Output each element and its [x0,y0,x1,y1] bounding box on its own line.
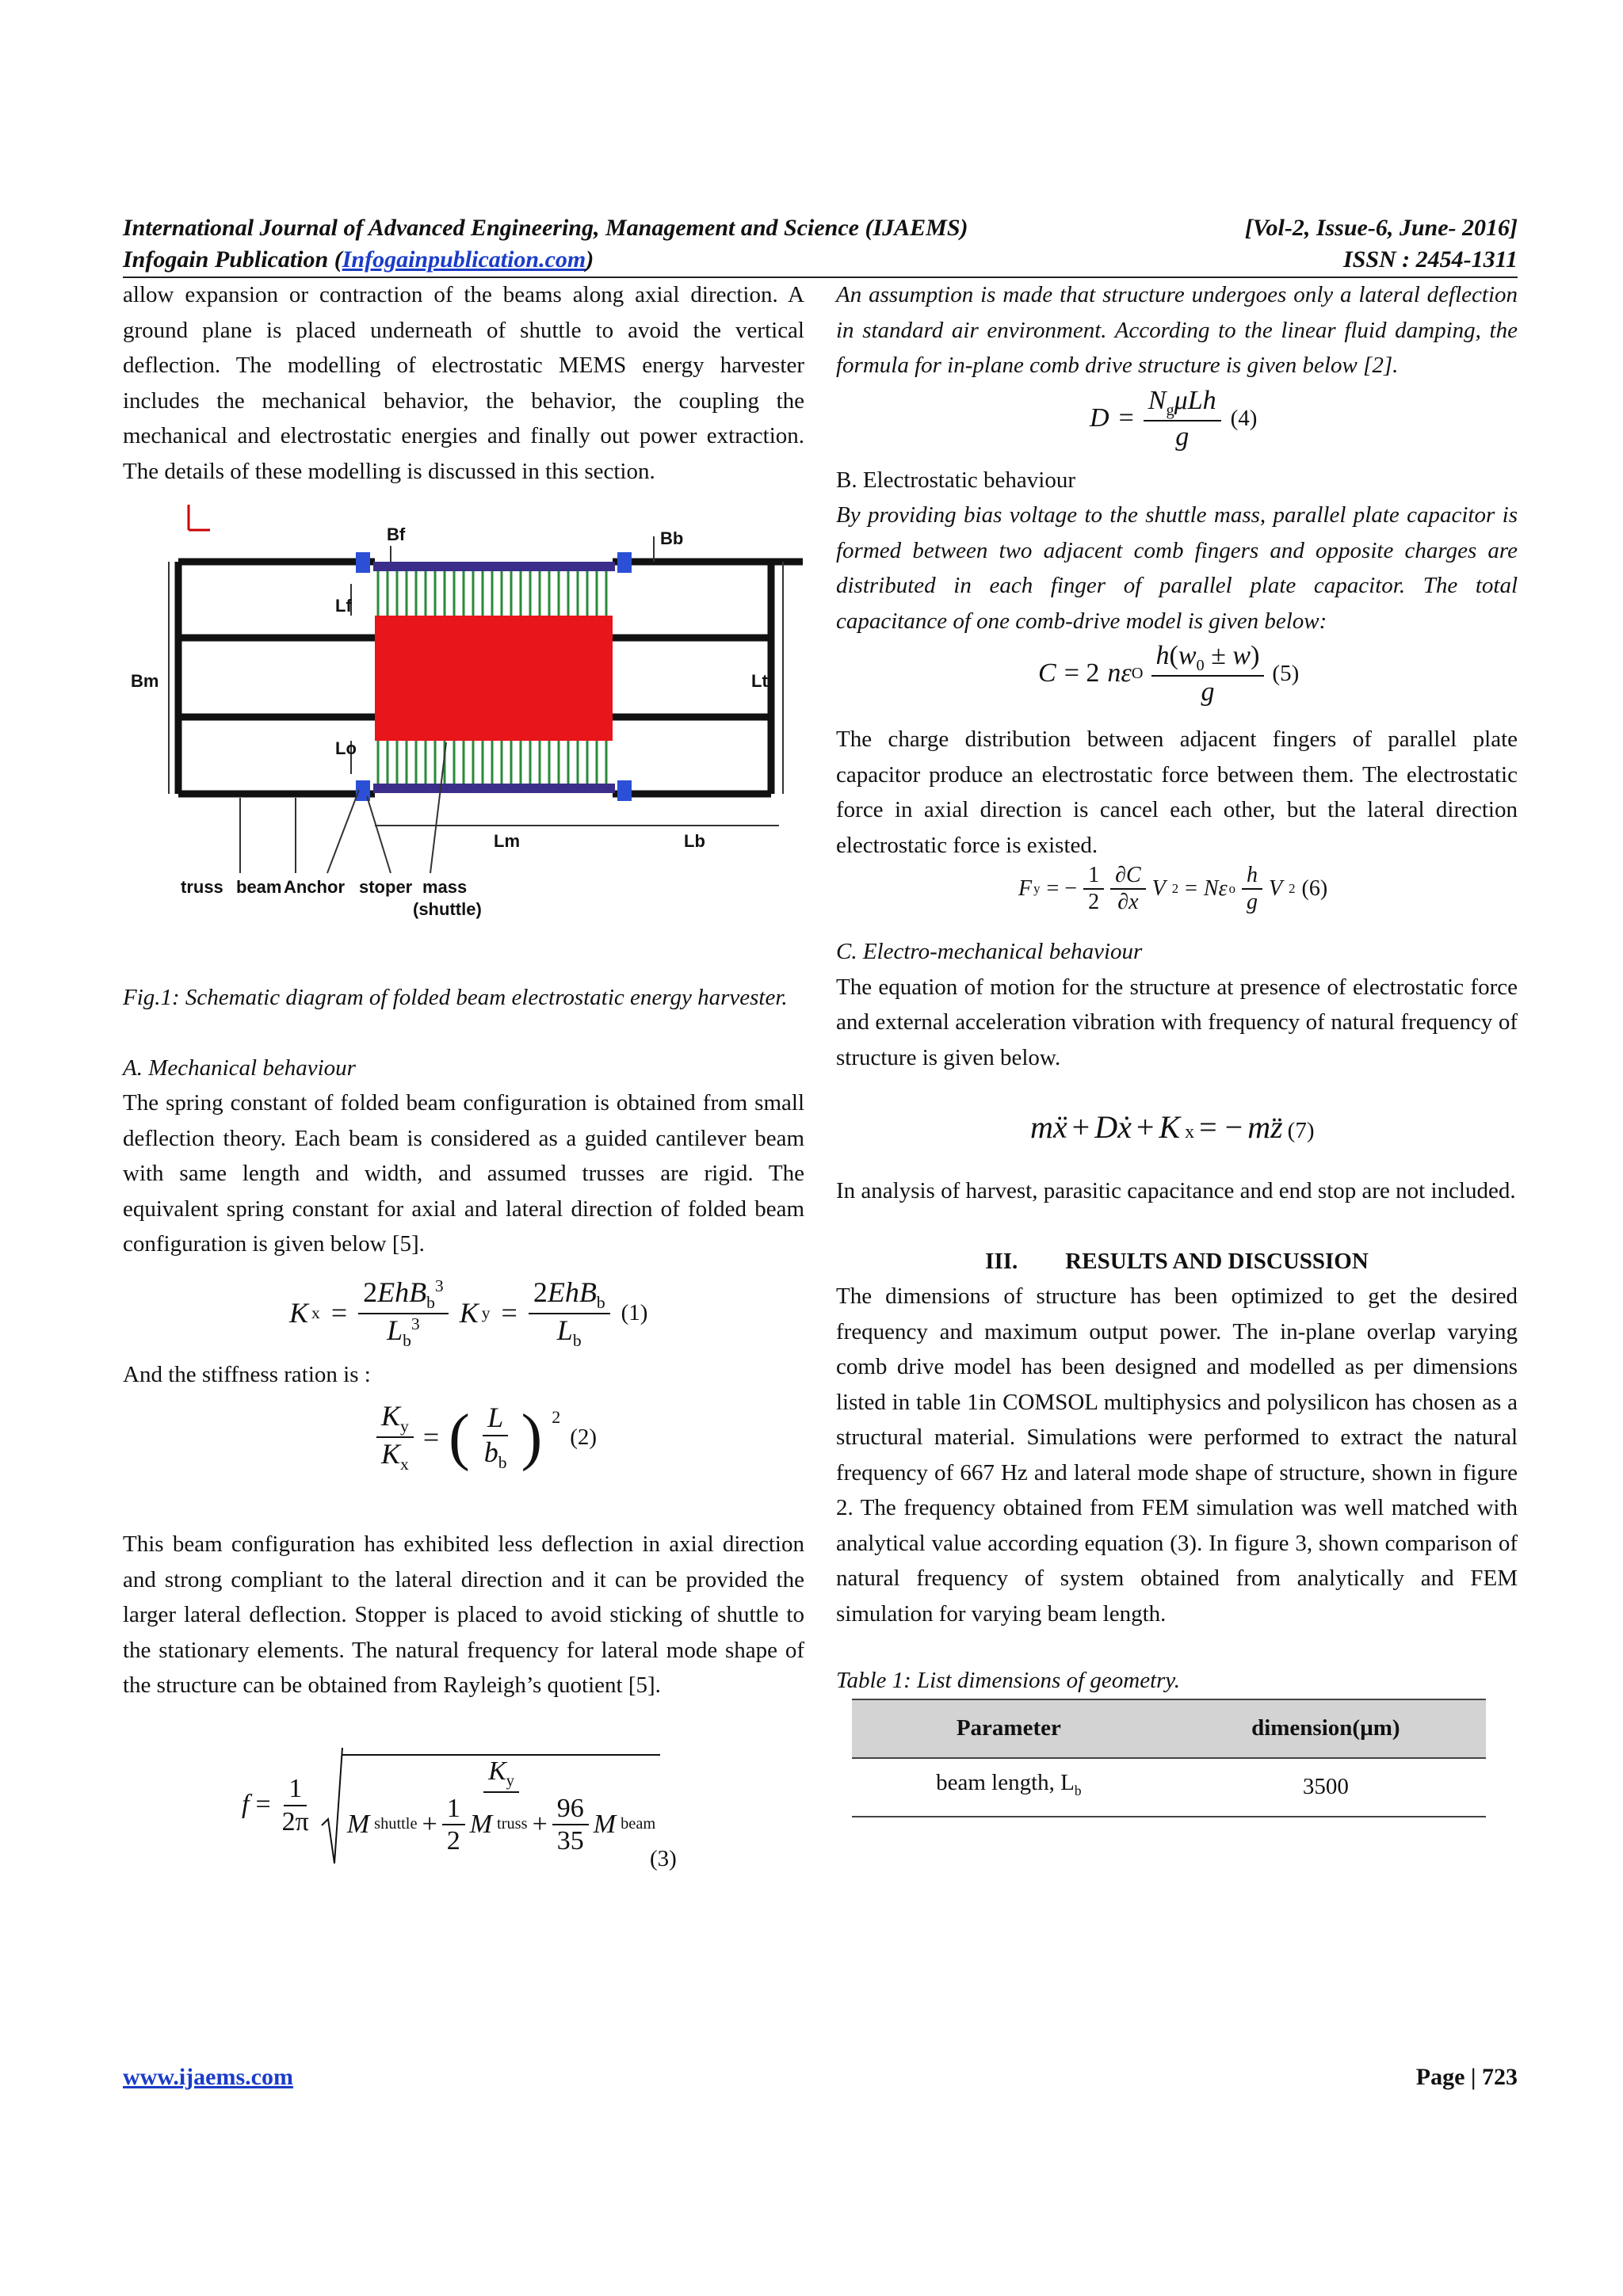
label-lt: Lt [751,671,768,691]
assumption-paragraph: An assumption is made that structure undergoes only a lateral deflection in standard air environment. According to the linear fluid damping, the formula for in-plane comb drive structure is given below [2]. [836,282,1518,378]
label-beam: beam [236,877,282,897]
section-3-heading: III. RESULTS AND DISCUSSION [985,1248,1369,1274]
motion-paragraph: The equation of motion for the structure at presence of electrostatic force and external acceleration vibration with frequency of natural frequency of structure is given below. [836,974,1518,1070]
row-value: 3500 [1166,1758,1486,1817]
footer-website [123,2064,293,2091]
stiffness-text: And the stiffness ration is : [123,1361,371,1387]
equation-4: D = $\frac{N_g\mu Lh}{g}$ (4) [1090,385,1258,452]
col-dimension: dimension(µm) [1166,1699,1486,1758]
right-column [836,277,1518,1817]
section-b-heading: B. Electrostatic behaviour [836,467,1075,493]
label-lm: Lm [494,831,520,851]
eq5-number: (5) [1272,661,1300,687]
website-link[interactable]: www.ijaems.com [123,2064,293,2090]
eq2-number: (2) [570,1424,598,1450]
figure-1 [131,505,787,948]
label-lo: Lo [335,738,357,758]
table-header-row [852,1699,1486,1758]
label-bm: Bm [131,671,159,691]
left-column [123,277,804,1889]
label-bb: Bb [660,528,684,548]
sqrt-sign [320,1746,342,1865]
mechanical-paragraph: The spring constant of folded beam configuration is obtained from small deflection theory. Each beam is considered as a guided cantilever beam with same length and width, and assumed trusses are rigid. The equivalent spring constant for axial and lateral direction of folded beam configuration is given below [5]. [123,1090,804,1257]
label-bf: Bf [387,524,406,544]
eq7-number: (7) [1287,1118,1315,1143]
publisher-link[interactable]: Infogainpublication.com [342,246,586,273]
harvest-paragraph: In analysis of harvest, parasitic capacitance and end stop are not included. [836,1178,1516,1203]
page-number: Page | 723 [1415,2064,1518,2090]
table-row [852,1758,1486,1817]
equation-2: $\frac{K_y}{K_x}$ = ( $\frac{L}{b_b}$ ) $^2$ (2) [123,1392,804,1503]
label-lb: Lb [684,831,705,851]
bottom-comb-bar [373,784,615,793]
shuttle-mass [375,616,613,741]
eq4-number: (4) [1230,405,1258,431]
label-shuttle: (shuttle) [413,899,482,919]
figure-caption: Fig.1: Schematic diagram of folded beam electrostatic energy harvester. [123,985,788,1010]
equation-6: F y = − $\frac{1}{2}$ $\frac{\partial C}{\partial x}$ V 2 = Nε o $\frac{h}{g}$ V 2 (6) [1018,863,1328,915]
top-comb-bar [373,562,615,571]
volume-info: [Vol-2, Issue-6, June- 2016] [1244,215,1518,241]
axis-marker [189,505,210,530]
eq3-number: (3) [650,1845,677,1871]
journal-title: International Journal of Advanced Engineering, Management and Science (IJAEMS) [123,215,968,241]
charge-paragraph: The charge distribution between adjacent fingers of parallel plate capacitor produce an electrostatic force between them. The electrostatic force in axial direction is cancel each other, but the lateral direction electrostatic force is existed. [836,727,1518,858]
results-paragraph: The dimensions of structure has been optimized to get the desired frequency and maximum output power. The in-plane overlap varying comb drive model has been designed and modelled as per dimensions listed in table 1in COMSOL multiphysics and polysilicon has chosen as a structural material. Simulations were performed to extract the natural frequency of 667 Hz and lateral mode shape of structure, shown in figure 2. The frequency obtained from FEM simulation was well matched with analytical value according equation (3). In figure 3, shown comparison of natural frequency of system obtained from analytically and FEM simulation for varying beam length. [836,1283,1518,1627]
label-mass: mass [422,877,468,897]
eq6-number: (6) [1301,875,1328,901]
label-anchor: Anchor [284,877,345,897]
label-lf: Lf [335,596,352,616]
intro-paragraph: allow expansion or contraction of the beams along axial direction. A ground plane is placed underneath of shuttle to avoid the vertical deflection. The modelling of electrostatic MEMS energy harvester includes the mechanical behavior, the behavior, the coupling the mechanical and electrostatic energies and finally out power extraction. The details of these modelling is discussed in this section. [123,282,804,484]
label-stoper: stoper [359,877,413,897]
equation-1: K x = $\frac{2EhB_b^3}{L_b^3}$ K y = $\frac{2EhB_b}{L_b}$ (1) [289,1276,648,1350]
equation-7: mẍ + Dẋ + K x = − mz̈ (7) [836,1086,1518,1173]
equation-5: C = 2 nε O $\frac{h(w_0 \pm w)}{g}$ (5) [1038,641,1300,707]
section-a-heading: A. Mechanical behaviour [123,1055,356,1081]
folded-beam-schematic [131,505,787,948]
table-caption: Table 1: List dimensions of geometry. [836,1668,1180,1693]
section-c-heading: C. Electro-mechanical behaviour [836,939,1143,964]
issn: ISSN : 2454-1311 [1342,246,1518,273]
dimensions-table [852,1699,1486,1817]
row-parameter: beam length, $L_b$ [852,1758,1166,1817]
publisher: Infogain Publication (Infogainpublication.com) [123,246,594,273]
bias-paragraph: By providing bias voltage to the shuttle mass, parallel plate capacitor is formed between two adjacent comb fingers and opposite charges are distributed in each finger of parallel plate capacitor. The total capacitance of one comb-drive model is given below: [836,502,1518,634]
col-parameter: Parameter [852,1699,1166,1758]
eq1-number: (1) [621,1300,648,1326]
beam-paragraph: This beam configuration has exhibited less deflection in axial direction and strong compliant to the lateral direction and it can be provided the larger lateral deflection. Stopper is placed to avoid sticking of shuttle to the stationary elements. The natural frequency for lateral mode shape of the structure can be obtained from Rayleigh’s quotient [5]. [123,1531,804,1698]
equation-3: f = $\frac{1}{2\pi}$ $K_y$ M shuttle + $\frac{1}{2}$ M truss + $\frac{96}{35}$ M beam (3) [123,1738,804,1889]
label-truss: truss [181,877,223,897]
